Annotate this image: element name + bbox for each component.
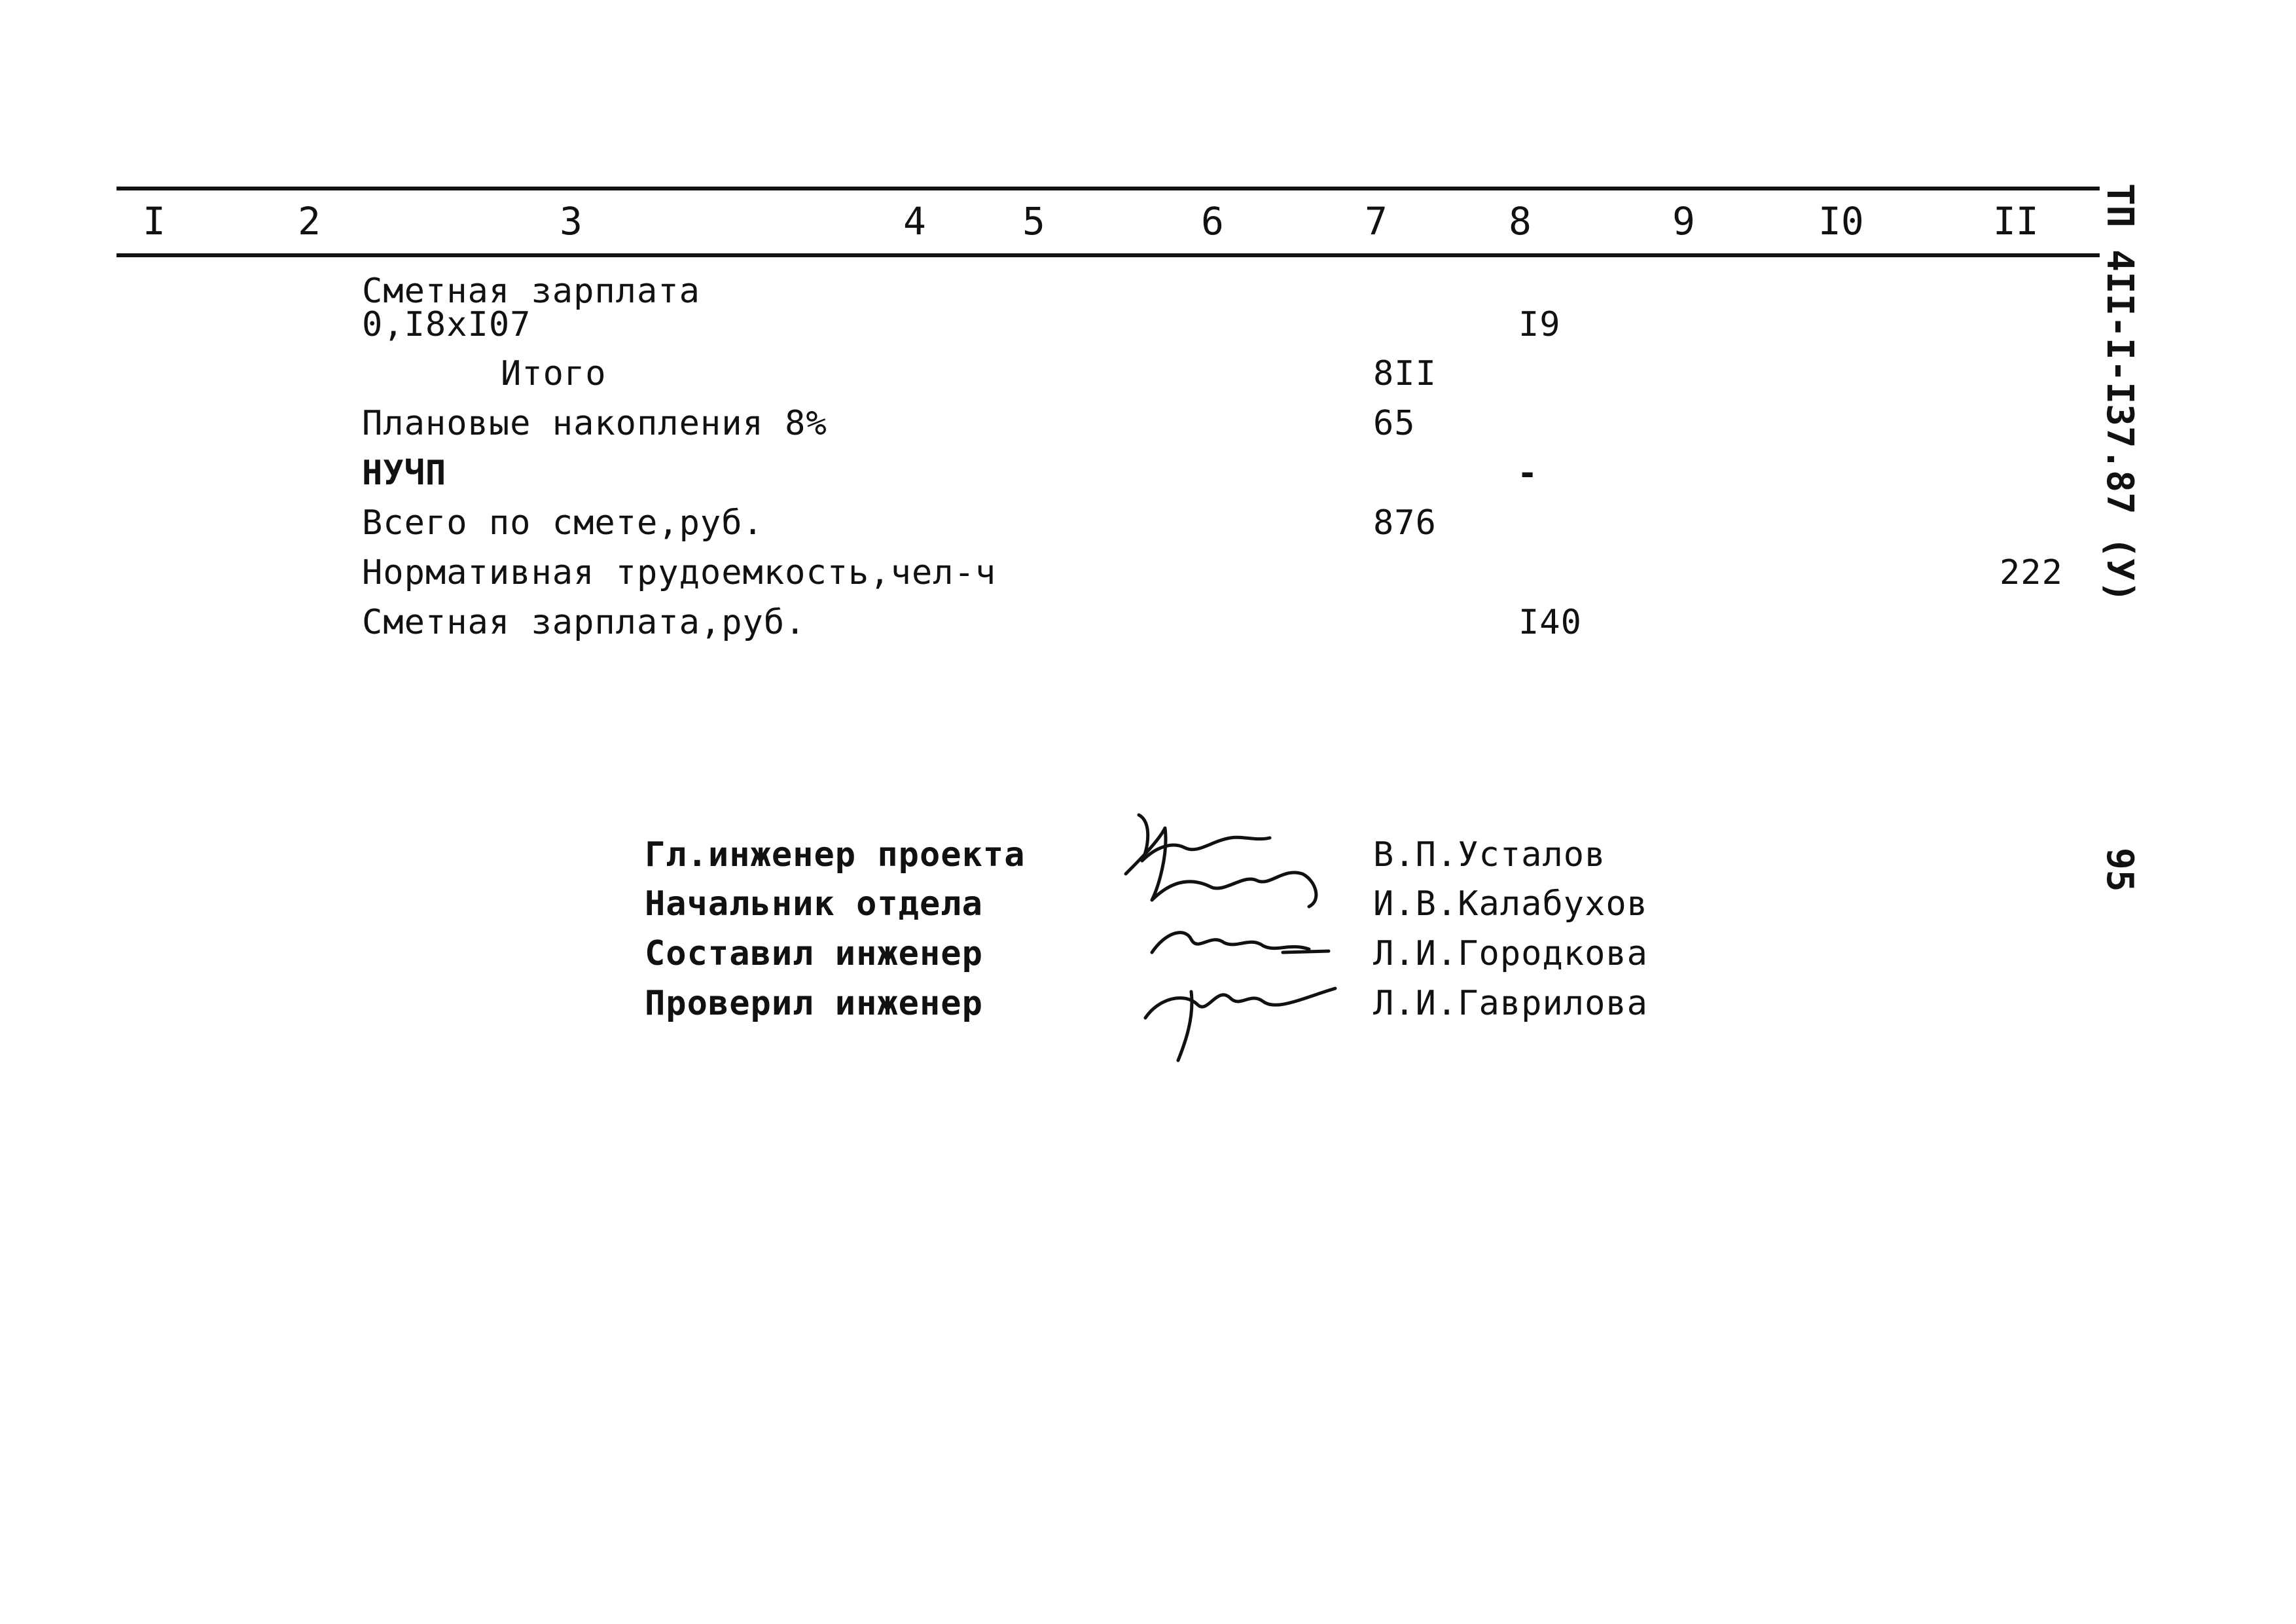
- row-zp-rub-value: I40: [1518, 603, 1582, 642]
- column-number-7: 7: [1365, 199, 1388, 244]
- signature-role-3: Составил инженер: [645, 934, 983, 973]
- row-zp-rub-label: Сметная зарплата,руб.: [362, 603, 806, 642]
- doc-code-vertical: ТП 4II-I-I37.87 (У): [2098, 183, 2141, 603]
- column-number-4: 4: [903, 199, 926, 244]
- column-number-5: 5: [1022, 199, 1045, 244]
- row-smeta-zp-label: Сметная зарплата: [362, 272, 700, 311]
- row-vsego-value: 876: [1373, 503, 1437, 543]
- column-number-9: 9: [1672, 199, 1695, 244]
- row-trud-value: 222: [2000, 553, 2063, 592]
- page-number-vertical: 95: [2098, 848, 2141, 892]
- signature-role-1: Гл.инженер проекта: [645, 835, 1026, 875]
- table-header-rule: [117, 253, 2100, 257]
- signature-role-2: Начальник отдела: [645, 884, 983, 924]
- column-number-11: II: [1993, 199, 2039, 244]
- signature-name-4: Л.И.Гаврилова: [1373, 984, 1648, 1023]
- column-number-2: 2: [298, 199, 321, 244]
- row-plan-value: 65: [1373, 404, 1416, 443]
- signature-name-2: И.В.Калабухов: [1373, 884, 1648, 924]
- row-nuchp-value: -: [1517, 454, 1539, 493]
- column-number-1: I: [143, 199, 166, 244]
- column-number-6: 6: [1201, 199, 1224, 244]
- row-smeta-zp-formula: 0,I8xI07: [362, 305, 531, 344]
- row-nuchp-label: НУЧП: [362, 454, 447, 493]
- signature-role-4: Проверил инженер: [645, 984, 983, 1023]
- signature-name-3: Л.И.Городкова: [1373, 934, 1648, 973]
- signature-name-1: В.П.Усталов: [1373, 835, 1606, 875]
- row-trud-label: Нормативная трудоемкость,чел-ч: [362, 553, 997, 592]
- row-plan-label: Плановые накопления 8%: [362, 404, 827, 443]
- row-smeta-zp-value: I9: [1518, 305, 1561, 344]
- column-number-3: 3: [560, 199, 583, 244]
- handwritten-signatures: [1113, 802, 1401, 1064]
- row-itogo-value: 8II: [1373, 354, 1437, 393]
- row-itogo-label: Итого: [501, 354, 607, 393]
- row-vsego-label: Всего по смете,руб.: [362, 503, 764, 543]
- table-top-rule: [117, 187, 2100, 190]
- column-number-10: I0: [1818, 199, 1864, 244]
- column-number-8: 8: [1509, 199, 1532, 244]
